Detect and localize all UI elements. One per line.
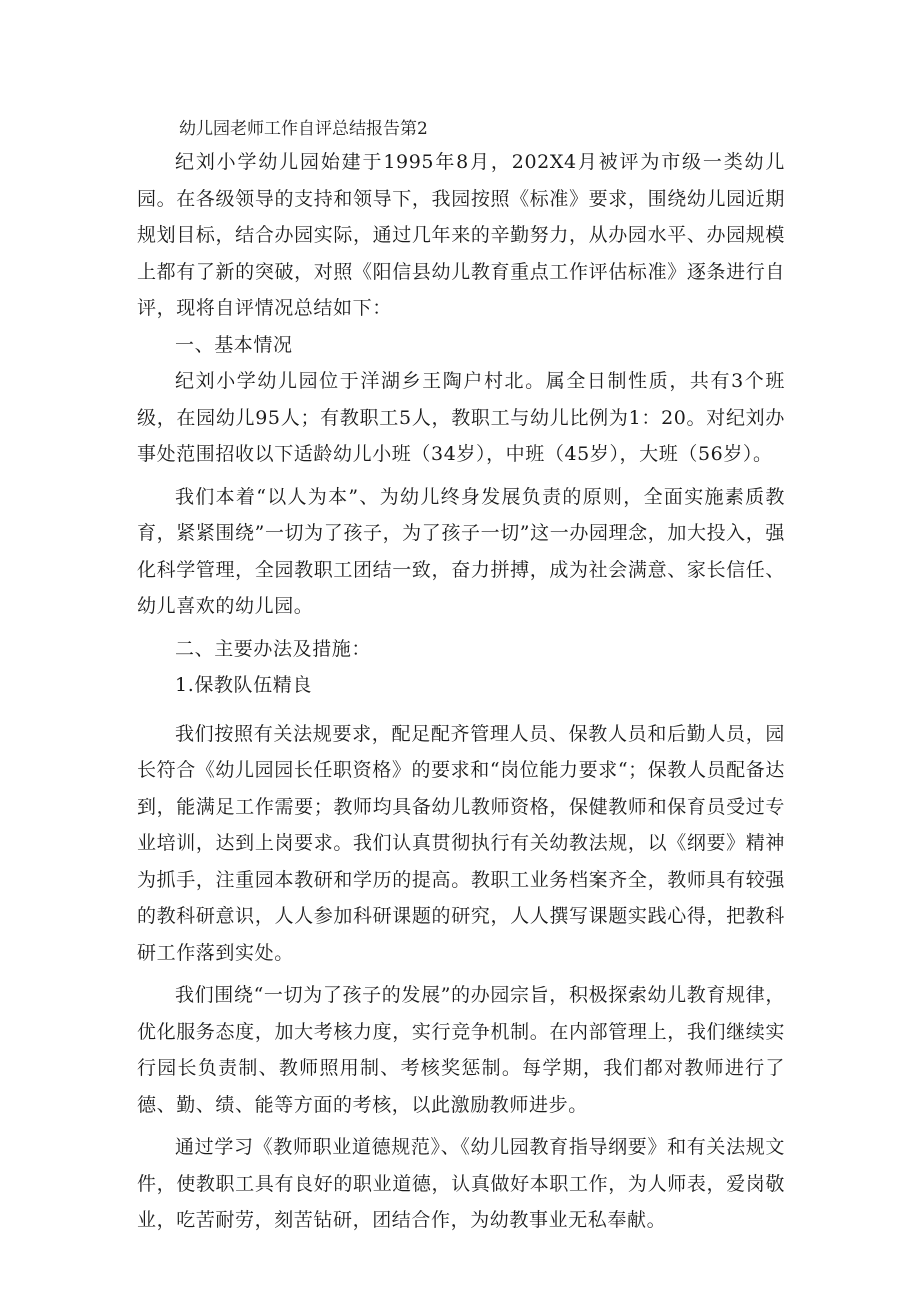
management-paragraph: 我们围绕“一切为了孩子的发展”的办园宗旨，积极探索幼儿教育规律，优化服务态度，加大考核力度，实行竞争机制。在内部管理上，我们继续实行园长负责制、教师照用制、考核奖惩制。每学期，我们都对教师进行了德、勤、绩、能等方面的考核，以此激励教师进步。: [137, 984, 785, 1116]
section-heading-measures: 二、主要办法及措施：: [175, 637, 372, 660]
basic-info-paragraph: 纪刘小学幼儿园位于洋湖乡王陶户村北。属全日制性质，共有3个班级，在园幼儿95人；有教职工5人，教职工与幼儿比例为1：20。对纪刘办事处范围招收以下适龄幼儿小班（34岁），中班（45岁），大班（56岁）。: [137, 370, 785, 465]
philosophy-paragraph: 我们本着“以人为本”、为幼儿终身发展负责的原则，全面实施素质教育，紧紧围绕”一切为了孩子，为了孩子一切”这一办园理念，加大投入，强化科学管理，全园教职工团结一致，奋力拼搏，成为社会满意、家长信任、幼儿喜欢的幼儿园。: [137, 485, 785, 617]
section-heading-basic-info: 一、基本情况: [175, 333, 293, 356]
document-body: [137, 112, 785, 1239]
ethics-paragraph: 通过学习《教师职业道德规范》、《幼儿园教育指导纲要》和有关法规文件，使教职工具有良好的职业道德，认真做好本职工作，为人师表，爱岗敬业，吃苦耐劳，刻苦钻研，团结合作，为幼教事业无私奉献。: [137, 1136, 785, 1231]
staff-paragraph: 我们按照有关法规要求，配足配齐管理人员、保教人员和后勤人员，园长符合《幼儿园园长任职资格》的要求和“岗位能力要求“；保教人员配备达到，能满足工作需要；教师均具备幼儿教师资格，保健教师和保育员受过专业培训，达到上岗要求。我们认真贯彻执行有关幼教法规，以《纲要》精神为抓手，注重园本教研和学历的提高。教职工业务档案齐全，教师具有较强的教科研意识，人人参加科研课题的研究，人人撰写课题实践心得，把教科研工作落到实处。: [137, 722, 785, 964]
subsection-heading-staff: 1.保教队伍精良: [175, 674, 312, 696]
document-title: 幼儿园老师工作自评总结报告第2: [179, 119, 428, 139]
intro-paragraph: 纪刘小学幼儿园始建于1995年8月，202X4月被评为市级一类幼儿园。在各级领导的支持和领导下，我园按照《标准》要求，围绕幼儿园近期规划目标，结合办园实际，通过几年来的辛勤努力，从办园水平、办园规模上都有了新的突破，对照《阳信县幼儿教育重点工作评估标准》逐条进行自评，现将自评情况总结如下：: [137, 151, 785, 319]
